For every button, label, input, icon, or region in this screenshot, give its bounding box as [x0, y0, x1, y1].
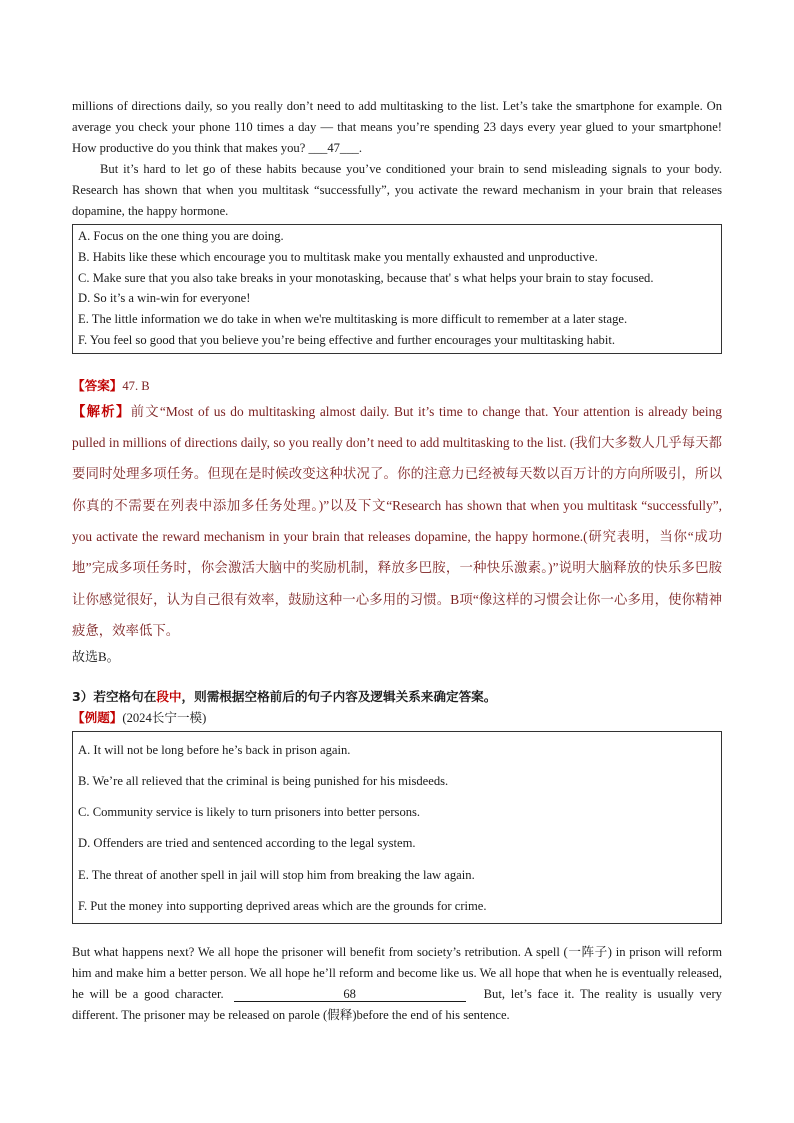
- analysis-paragraph: [72, 396, 722, 646]
- analysis-tag: 【解析】: [72, 403, 131, 419]
- answer-line: [72, 376, 722, 396]
- blank-68: 68: [234, 987, 466, 1002]
- option-b: B. We’re all relieved that the criminal is being punished for his misdeeds.: [78, 774, 449, 789]
- option-c: C. Make sure that you also take breaks in your monotasking, because that' s what helps your brain to stay focused.: [78, 270, 654, 285]
- option-e: E. The little information we do take in when we're multitasking is more difficult to remember at a later stage.: [78, 312, 628, 327]
- example-source: (2024长宁一模): [122, 711, 207, 726]
- analysis-text: 前文“Most of us do multitasking almost daily. But it’s time to change that. Your attention is already being pulled in millions of directions daily, so you really don’t need to add multitasking to the list. (我们大多数人几乎每天都要同时处理多项任务。但现在是时候改变这种状况了。你的注意力已经被每天数以百万计的方向所吸引，所以你真的不需要在列表中添加多任务处理。)”以及下文“Research has shown that when you multitask “successfully”, you activate the reward mechanism in your brain that releases dopamine, the happy hormone.(研究表明，当你“成功地”完成多项任务时，你会激活大脑中的奖励机制，释放多巴胺，一种快乐激素。)”说明大脑释放的快乐多巴胺让你感觉很好，认为自己很有效率，鼓励这种一心多用的习惯。B项“像这样的习惯会让你一心多用，使你精神疲惫，效率低下。: [72, 403, 722, 638]
- example-tag: 【例题】: [72, 711, 123, 726]
- answer-value: 47. B: [122, 378, 150, 393]
- example-label: [72, 708, 722, 728]
- option-f: F. Put the money into supporting deprived areas which are the grounds for crime.: [78, 898, 487, 913]
- option-e: E. The threat of another spell in jail will stop him from breaking the law again.: [78, 867, 475, 882]
- section-3-highlight: 段中: [156, 689, 182, 705]
- option-b: B. Habits like these which encourage you to multitask make you mentally exhausted and unproductive.: [78, 249, 598, 264]
- passage2-before: But what happens next? We all hope the prisoner will benefit from society’s retribution. A spell (一阵子) in prison will reform him and make him a better person. We all hope he’ll reform and become like us. We all hope that when he is eventually released, he will be a good character.: [72, 944, 722, 1001]
- section-3-prefix: 3）若空格句在: [72, 689, 157, 705]
- passage1-paragraph-2: But it’s hard to let go of these habits because you’ve conditioned your brain to send misleading signals to your body. Research has shown that when you multitask “successfully”, you activate the reward mechanism in your brain that releases dopamine, the happy hormone.: [72, 162, 722, 218]
- passage1-paragraph-1: millions of directions daily, so you really don’t need to add multitasking to the list. Let’s take the smartphone for example. On average you check your phone 110 times a day — that means you’re spending 23 days every year glued to your smartphone! How productive do you think that makes you? ___47___.: [72, 99, 722, 155]
- passage2-after: But, let’s face it. The reality is usually very different. The prisoner may be released on parole (假释)before the end of his sentence.: [72, 986, 722, 1022]
- option-f: F. You feel so good that you believe you’re being effective and further encourages your multitasking habit.: [78, 332, 616, 347]
- document-page: [72, 96, 722, 1026]
- option-c: C. Community service is likely to turn prisoners into better persons.: [78, 805, 421, 820]
- option-d: D. So it’s a win-win for everyone!: [78, 291, 251, 306]
- option-a: A. It will not be long before he’s back in prison again.: [78, 743, 351, 758]
- section-3-suffix: ，则需根据空格前后的句子内容及逻辑关系来确定答案。: [181, 689, 497, 705]
- answer-tag: 【答案】: [72, 378, 123, 393]
- option-d: D. Offenders are tried and sentenced according to the legal system.: [78, 836, 416, 851]
- section-3-heading: [72, 686, 722, 708]
- options-box-1: [72, 224, 722, 354]
- option-a: A. Focus on the one thing you are doing.: [78, 229, 284, 243]
- options-box-2: [72, 731, 722, 924]
- analysis-conclusion: 故选B。: [72, 649, 120, 665]
- passage2-paragraph: [72, 942, 722, 1026]
